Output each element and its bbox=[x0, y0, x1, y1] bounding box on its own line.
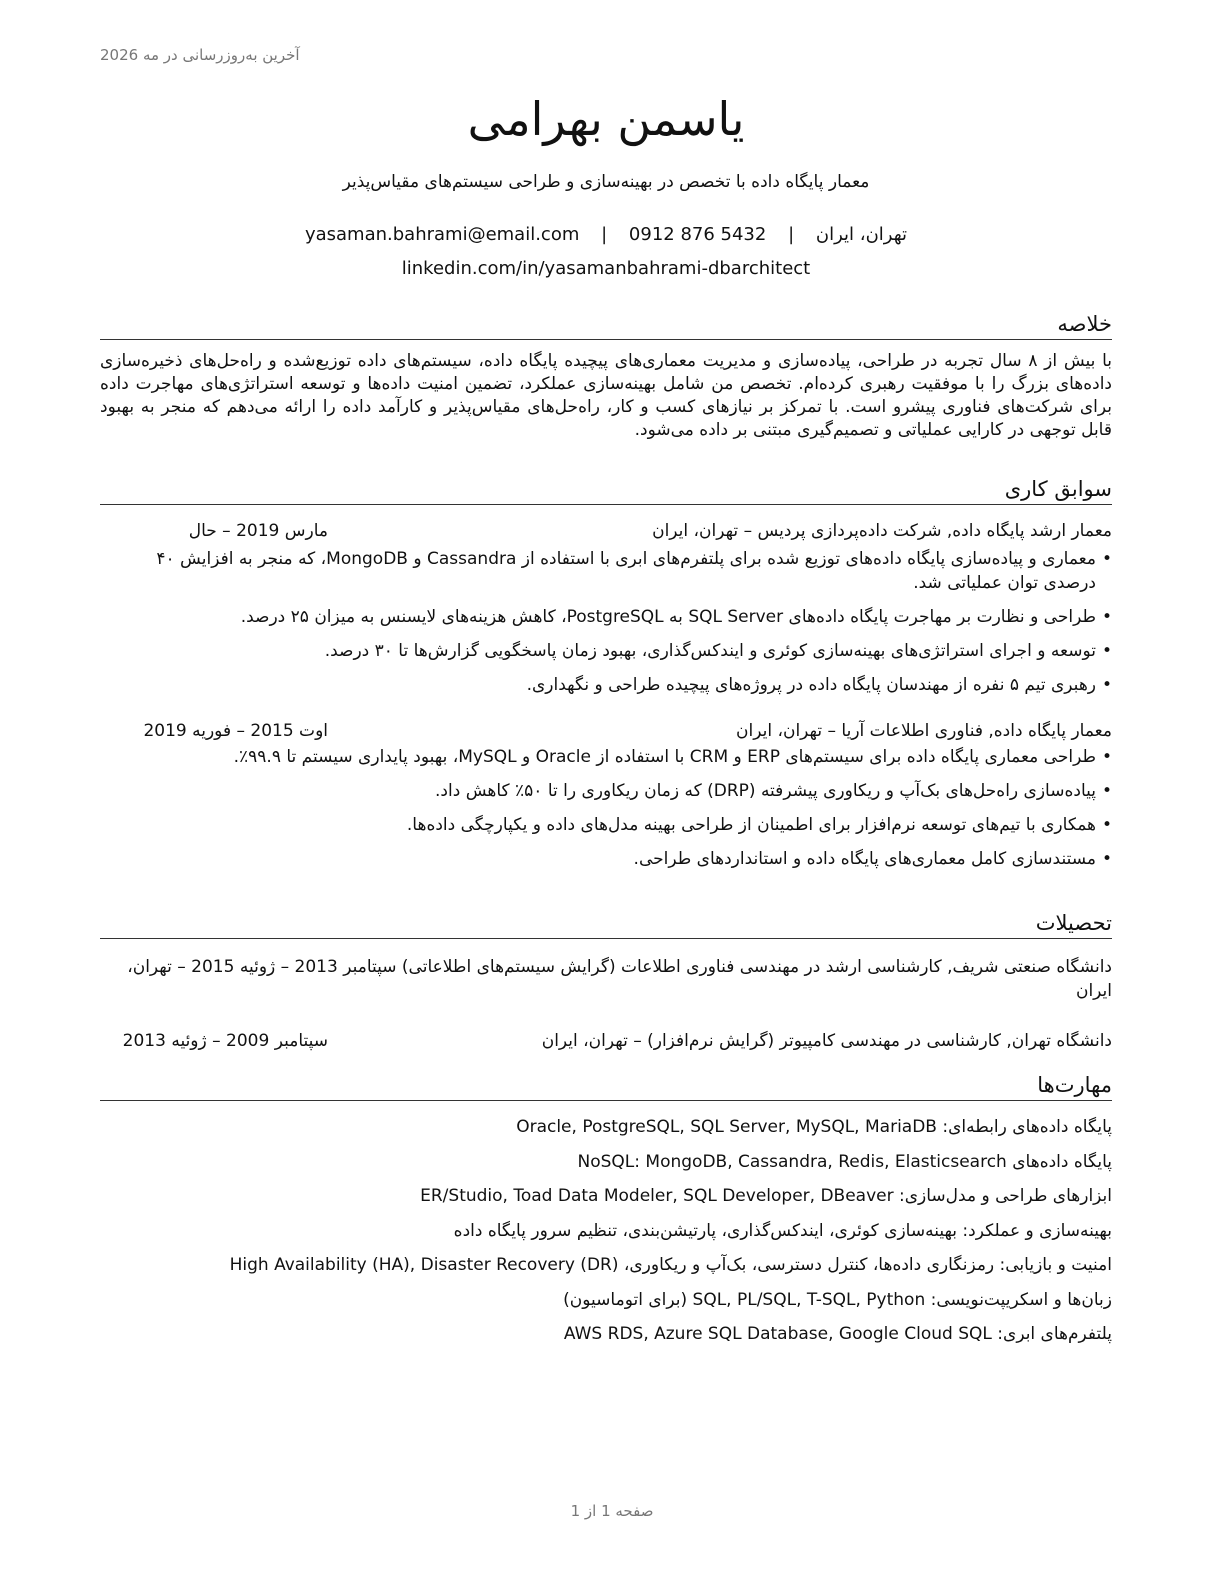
education-org: دانشگاه تهران, کارشناسی در مهندسی کامپیوتر (گرایش نرم‌افزار) – تهران، ایران bbox=[541, 1031, 1112, 1051]
section-title-education: تحصیلات bbox=[100, 909, 1112, 939]
bullet-item: • پیاده‌سازی راه‌حل‌های بک‌آپ و ریکاوری پیشرفته (DRP) که زمان ریکاوری را تا ۵۰٪ کاهش داد. bbox=[100, 779, 1112, 803]
job-bullets bbox=[100, 547, 1112, 697]
contact-line bbox=[100, 224, 1112, 245]
bullet-item: • طراحی و نظارت بر مهاجرت پایگاه داده‌های SQL Server به PostgreSQL، کاهش هزینه‌های لایسنس به میزان ۲۵ درصد. bbox=[100, 605, 1112, 629]
job-date: اوت 2015 – فوریه 2019 bbox=[143, 721, 328, 741]
skill-item: زبان‌ها و اسکریپت‌نویسی: SQL, PL/SQL, T-SQL, Python (برای اتوماسیون) bbox=[563, 1289, 1112, 1310]
job-entry bbox=[100, 519, 1112, 697]
job-header bbox=[100, 519, 1112, 543]
section-title-skills: مهارت‌ها bbox=[100, 1071, 1112, 1101]
skill-item: امنیت و بازیابی: رمزنگاری داده‌ها، کنترل دسترسی، بک‌آپ و ریکاوری، High Availability (HA), Disaster Recovery (DR) bbox=[229, 1255, 1112, 1275]
bullet-item: • توسعه و اجرای استراتژی‌های بهینه‌سازی کوئری و ایندکس‌گذاری، بهبود زمان پاسخگویی گزارش‌ها تا ۳۰ درصد. bbox=[100, 639, 1112, 663]
job-header bbox=[100, 719, 1112, 743]
location: تهران، ایران bbox=[815, 224, 908, 245]
page-number: صفحه 1 از 1 bbox=[570, 1502, 654, 1520]
education-entry bbox=[100, 955, 1112, 1003]
job-entry bbox=[100, 719, 1112, 871]
education-text: دانشگاه صنعتی شریف, کارشناسی ارشد در مهندسی فناوری اطلاعات (گرایش سیستم‌های اطلاعاتی) سپتامبر 2013 – ژوئیه 2015 – تهران، ایران bbox=[127, 957, 1112, 1001]
experience-section bbox=[100, 475, 1112, 881]
section-title-experience: سوابق کاری bbox=[100, 475, 1112, 505]
last-updated: آخرین به‌روزرسانی در مه 2026 bbox=[100, 46, 300, 64]
education-entry bbox=[100, 1029, 1112, 1053]
resume-page bbox=[100, 0, 1112, 1584]
bullet-item: • مستندسازی کامل معماری‌های پایگاه داده و استانداردهای طراحی. bbox=[100, 847, 1112, 871]
skill-item: ابزارهای طراحی و مدل‌سازی: ER/Studio, Toad Data Modeler, SQL Developer, DBeaver bbox=[420, 1186, 1112, 1206]
separator: | bbox=[601, 224, 608, 245]
bullet-item: • رهبری تیم ۵ نفره از مهندسان پایگاه داده در پروژه‌های پیچیده طراحی و نگهداری. bbox=[100, 673, 1112, 697]
bullet-item: • طراحی معماری پایگاه داده برای سیستم‌های ERP و CRM با استفاده از Oracle و MySQL، بهبود پایداری سیستم تا ۹۹.۹٪. bbox=[100, 745, 1112, 769]
skill-item: پلتفرم‌های ابری: AWS RDS, Azure SQL Database, Google Cloud SQL bbox=[563, 1324, 1112, 1344]
job-date: مارس 2019 – حال bbox=[188, 521, 328, 541]
job-org: معمار ارشد پایگاه داده, شرکت داده‌پردازی پردیس – تهران، ایران bbox=[652, 521, 1112, 541]
skill-item: پایگاه داده‌های رابطه‌ای: Oracle, PostgreSQL, SQL Server, MySQL, MariaDB bbox=[516, 1117, 1112, 1137]
section-title-summary: خلاصه bbox=[100, 310, 1112, 340]
education-section bbox=[100, 909, 1112, 1053]
email-link[interactable]: yasaman.bahrami@email.com bbox=[304, 224, 580, 245]
summary-text: با بیش از ۸ سال تجربه در طراحی، پیاده‌سازی و مدیریت معماری‌های پیچیده پایگاه داده، سیستم‌های داده توزیع‌شده و راه‌حل‌های ذخیره‌سازی داده‌های بزرگ را با موفقیت رهبری کرده‌ام. تخصص من شامل بهینه‌سازی عملکرد، تضمین امنیت داده‌ها و توسعه استراتژی‌های مهاجرت داده برای شرکت‌های فناوری پیشرو است. با تمرکز بر نیازهای کسب و کار، راه‌حل‌های مقیاس‌پذیر و کارآمد داده را ارائه می‌دهم که منجر به بهبود قابل توجهی در کارایی عملیاتی و تصمیم‌گیری مبتنی بر داده می‌شود. bbox=[100, 351, 1112, 440]
job-bullets bbox=[100, 745, 1112, 871]
job-org: معمار پایگاه داده, فناوری اطلاعات آریا – تهران، ایران bbox=[736, 721, 1112, 741]
bullet-item: • معماری و پیاده‌سازی پایگاه داده‌های توزیع شده برای پلتفرم‌های ابری با استفاده از Cassandra و MongoDB، که منجر به افزایش ۴۰ درصدی توان عملیاتی شد. bbox=[100, 547, 1112, 595]
skill-item: بهینه‌سازی و عملکرد: بهینه‌سازی کوئری، ایندکس‌گذاری، پارتیشن‌بندی، تنظیم سرور پایگاه داده bbox=[453, 1220, 1112, 1241]
bullet-item: • همکاری با تیم‌های توسعه نرم‌افزار برای اطمینان از طراحی بهینه مدل‌های داده و یکپارچگی داده‌ها. bbox=[100, 813, 1112, 837]
separator: | bbox=[788, 224, 795, 245]
skills-section bbox=[100, 1071, 1112, 1357]
candidate-name: یاسمن بهرامی bbox=[467, 92, 745, 146]
skill-item: پایگاه داده‌های NoSQL: MongoDB, Cassandra, Redis, Elasticsearch bbox=[577, 1151, 1112, 1172]
phone-number: 0912 876 5432 bbox=[628, 224, 767, 245]
education-date: سپتامبر 2009 – ژوئیه 2013 bbox=[122, 1031, 328, 1051]
job-title: معمار پایگاه داده با تخصص در بهینه‌سازی و طراحی سیستم‌های مقیاس‌پذیر bbox=[342, 172, 870, 192]
skills-list bbox=[100, 1115, 1112, 1346]
summary-section bbox=[100, 310, 1112, 442]
linkedin-link[interactable]: linkedin.com/in/yasamanbahrami-dbarchitect bbox=[401, 258, 811, 279]
